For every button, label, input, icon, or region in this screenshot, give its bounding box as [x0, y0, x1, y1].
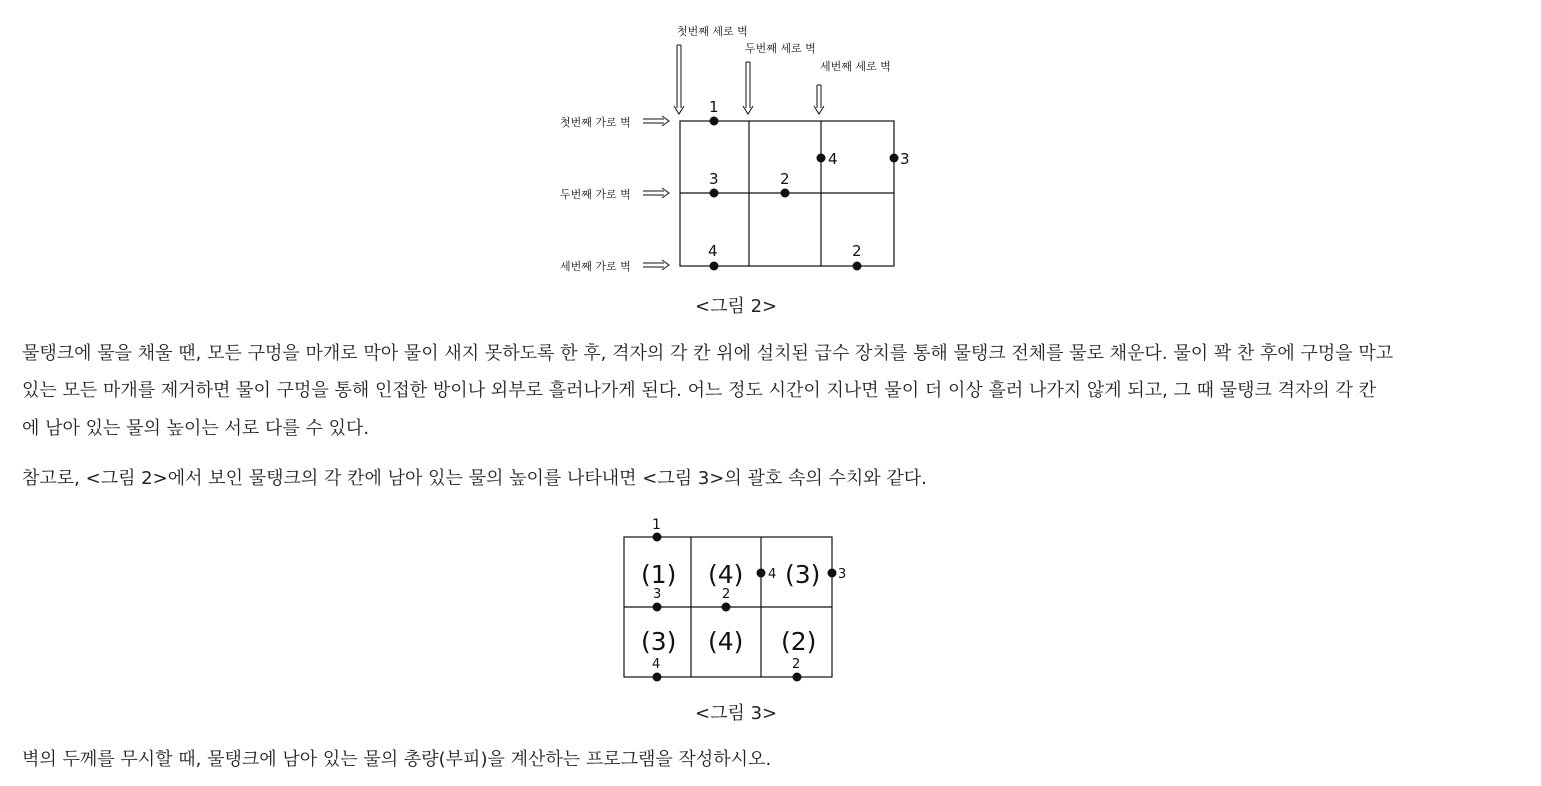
- hole-dot: [890, 154, 899, 163]
- hwall3-arrow-icon: [643, 260, 669, 270]
- vwall2-label: 두번째 세로 벽: [745, 42, 816, 55]
- hole-label: 2: [722, 587, 731, 602]
- hole-dot: [781, 189, 790, 198]
- hole-dot: [817, 154, 826, 163]
- problem-paragraph-2: 참고로, <그림 2>에서 보인 물탱크의 각 칸에 남아 있는 물의 높이를 나타내면 <그림 3>의 괄호 속의 수치와 같다.: [22, 468, 927, 489]
- cell-value: (1): [641, 560, 677, 589]
- hole-label: 3: [709, 170, 719, 188]
- figure3-caption: <그림 3>: [695, 703, 778, 724]
- hwall1-arrow-icon: [643, 116, 669, 126]
- paragraph-line: 물탱크에 물을 채울 땐, 모든 구멍을 마개로 막아 물이 새지 못하도록 한 후, 격자의 각 칸 위에 설치된 급수 장치를 통해 물탱크 전체를 물로 채운다. 물이 꽉 찬 후에 구멍을 막고: [22, 343, 1394, 364]
- hole-dot: [710, 189, 719, 198]
- hwall1-label: 첫번째 가로 벽: [560, 116, 631, 129]
- hole-label: 2: [792, 657, 801, 672]
- hole-label: 2: [780, 170, 790, 188]
- hole-label: 4: [828, 150, 838, 168]
- hole-dot: [853, 262, 862, 271]
- hole-dot: [653, 673, 662, 682]
- hwall2-label: 두번째 가로 벽: [560, 188, 631, 201]
- hole-label: 3: [838, 567, 847, 582]
- hole-label: 4: [652, 657, 661, 672]
- problem-paragraph-3: 벽의 두께를 무시할 때, 물탱크에 남아 있는 물의 총량(부피)을 계산하는 프로그램을 작성하시오.: [22, 749, 772, 770]
- hole-dot: [710, 262, 719, 271]
- paragraph-line: 있는 모든 마개를 제거하면 물이 구멍을 통해 인접한 방이나 외부로 흘러나가게 된다. 어느 정도 시간이 지나면 물이 더 이상 흘러 나가지 않게 되고, 그 때 물탱크 격자의 각 칸: [22, 380, 1377, 401]
- hole-dot: [757, 569, 766, 578]
- hole-dot: [828, 569, 837, 578]
- vwall1-label: 첫번째 세로 벽: [677, 25, 748, 38]
- hwall2-arrow-icon: [643, 188, 669, 198]
- cell-value: (2): [781, 627, 817, 656]
- hole-label: 2: [852, 242, 862, 260]
- hole-label: 1: [709, 98, 719, 116]
- vwall2-arrow-icon: [743, 62, 753, 114]
- hole-dot: [653, 603, 662, 612]
- hole-dot: [653, 533, 662, 542]
- cell-value: (4): [708, 560, 744, 589]
- figure3-grid: [624, 537, 832, 677]
- hole-label: 4: [708, 242, 718, 260]
- cell-value: (4): [708, 627, 744, 656]
- figure2-caption: <그림 2>: [695, 296, 778, 317]
- hole-label: 3: [900, 150, 910, 168]
- paragraph-line: 에 남아 있는 물의 높이는 서로 다를 수 있다.: [22, 418, 370, 439]
- hole-label: 3: [653, 587, 662, 602]
- vwall3-arrow-icon: [814, 85, 824, 114]
- hole-dot: [793, 673, 802, 682]
- hole-dot: [722, 603, 731, 612]
- hole-label: 4: [768, 567, 777, 582]
- vwall1-arrow-icon: [674, 45, 684, 114]
- vwall3-label: 세번째 세로 벽: [820, 60, 891, 73]
- hole-dot: [710, 117, 719, 126]
- cell-value: (3): [785, 560, 821, 589]
- hole-label: 1: [652, 517, 661, 533]
- figure2-grid: [680, 121, 894, 266]
- cell-value: (3): [641, 627, 677, 656]
- hwall3-label: 세번째 가로 벽: [560, 260, 631, 273]
